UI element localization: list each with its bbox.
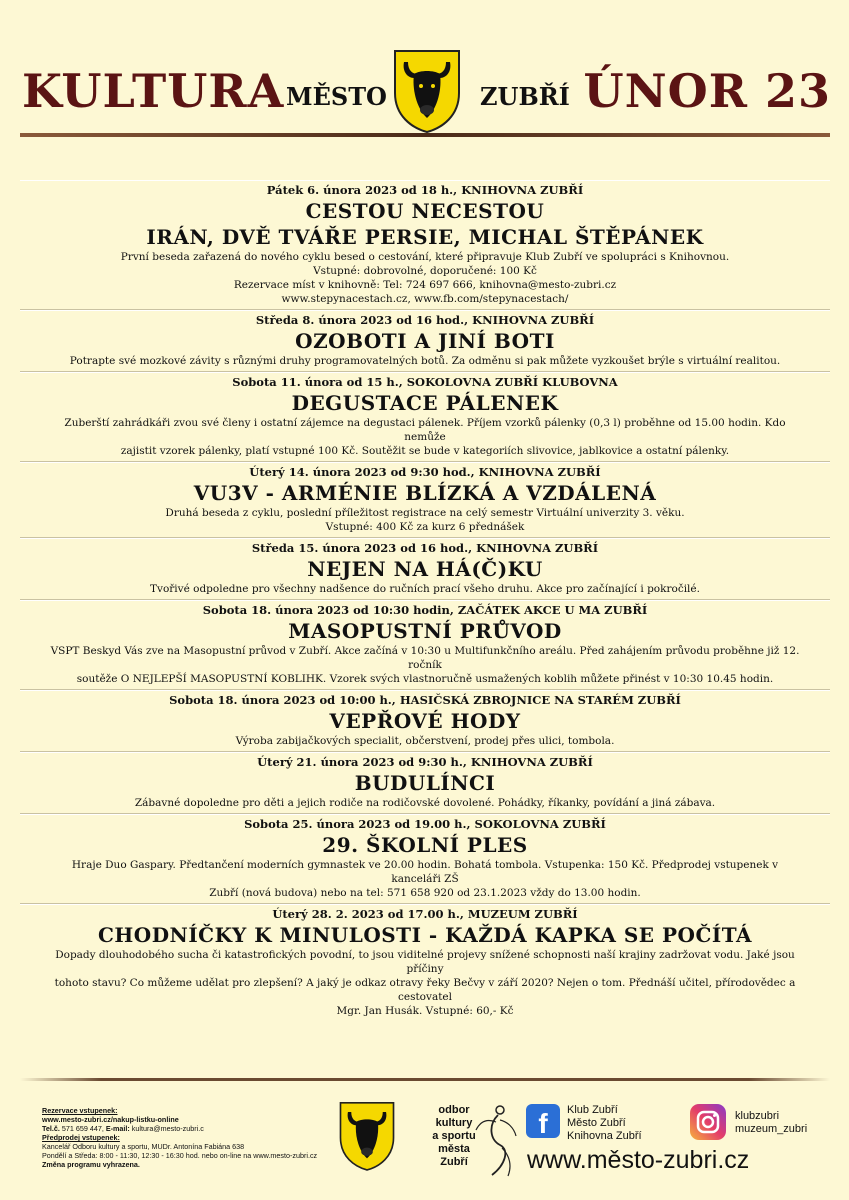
- event-description-line: Vstupné: 400 Kč za kurz 6 přednášek: [325, 521, 525, 533]
- event-description: [20, 354, 830, 368]
- dept-line: Zubří: [440, 1156, 468, 1168]
- event-item: [20, 462, 830, 538]
- instagram-icon[interactable]: [690, 1104, 726, 1140]
- event-description-line: Zuberští zahrádkáři zvou své členy i ostatní zájemce na degustaci pálenek. Příjem vzorků pálenky (0,3 l) proběhne od 15.00 hodin. Kdo nemůže: [64, 417, 786, 443]
- presale-heading: Předprodej vstupenek:: [42, 1133, 120, 1142]
- event-item: [20, 904, 830, 1021]
- event-description-line: zajistit vzorek pálenky, platí vstupné 100 Kč. Soutěžit se bude v kategoriích slivovice, jablkovice a ostatní pálenky.: [120, 445, 730, 457]
- event-description-line: Druhá beseda z cyklu, poslední příležitost registrace na celý semestr Virtuální univerzity 3. věku.: [165, 507, 685, 519]
- event-description: [20, 948, 830, 1018]
- facebook-icon[interactable]: f: [526, 1104, 560, 1138]
- event-date: Sobota 25. února 2023 od 19.00 h., SOKOLOVNA ZUBŘÍ: [244, 817, 606, 831]
- reservations-heading: Rezervace vstupenek:: [42, 1106, 118, 1115]
- presale-hours: Pondělí a Středa: 8:00 - 11:30, 12:30 - 16:30 hod. nebo on-line na www.mesto-zubri.cz: [42, 1151, 318, 1160]
- facebook-account[interactable]: Knihovna Zubří: [567, 1130, 642, 1142]
- event-description: [20, 416, 830, 458]
- event-description: [20, 858, 830, 900]
- event-description-line: Výroba zabijačkových specialit, občerstvení, prodej přes ulici, tombola.: [235, 735, 615, 747]
- event-description-line: První beseda zařazená do nového cyklu besed o cestování, které připravuje Klub Zubří ve spolupráci s Knihovnou.: [120, 251, 730, 263]
- ticket-info: [42, 1106, 342, 1169]
- event-description-line: www.stepynacestach.cz, www.fb.com/stepynacestach/: [281, 293, 569, 305]
- dept-line: kultury: [435, 1117, 473, 1129]
- reservations-url[interactable]: www.mesto-zubri.cz/nakup-listku-online: [42, 1115, 179, 1124]
- event-title: CESTOU NECESTOU: [305, 199, 545, 223]
- event-item: [20, 310, 830, 372]
- event-title: NEJEN NA HÁ(Č)KU: [307, 557, 543, 581]
- event-item: [20, 372, 830, 462]
- event-item: [20, 538, 830, 600]
- event-description-line: Dopady dlouhodobého sucha či katastrofických povodní, to jsou viditelné projevy snížené schopnosti naší krajiny zadržovat vodu. Jaké jsou příčiny: [55, 949, 795, 975]
- event-description-line: Vstupné: dobrovolné, doporučené: 100 Kč: [313, 265, 537, 277]
- facebook-account[interactable]: Město Zubří: [567, 1117, 626, 1129]
- dept-line: odbor: [438, 1104, 470, 1116]
- footer-divider: [20, 1078, 830, 1081]
- page-title-right: ÚNOR 23: [583, 64, 831, 118]
- tel-value: 571 659 447,: [61, 1124, 104, 1133]
- city-crest-icon: [392, 48, 462, 134]
- city-crest-small-icon: [338, 1100, 396, 1172]
- header-divider: [20, 133, 830, 137]
- email-value[interactable]: kultura@mesto-zubri.c: [131, 1124, 204, 1133]
- instagram-accounts: [735, 1110, 807, 1136]
- program-note: Změna programu vyhrazena.: [42, 1160, 140, 1169]
- event-date: Sobota 18. února 2023 od 10:00 h., HASIČSKÁ ZBROJNICE NA STARÉM ZUBŘÍ: [169, 693, 681, 707]
- event-title: IRÁN, DVĚ TVÁŘE PERSIE, MICHAL ŠTĚPÁNEK: [146, 225, 704, 249]
- event-description: [20, 250, 830, 306]
- event-date: Sobota 18. února 2023 od 10:30 hodin, ZAČÁTEK AKCE U MA ZUBŘÍ: [202, 603, 648, 617]
- city-name-left: MĚSTO: [286, 82, 387, 111]
- event-title: DEGUSTACE PÁLENEK: [291, 391, 559, 415]
- event-title: OZOBOTI A JINÍ BOTI: [295, 329, 555, 353]
- event-description-line: Rezervace míst v knihovně: Tel: 724 697 666, knihovna@mesto-zubri.cz: [233, 279, 617, 291]
- event-description: [20, 796, 830, 810]
- event-item: [20, 180, 830, 310]
- header: [0, 0, 849, 140]
- event-list: [20, 180, 830, 1021]
- event-description-line: Potrapte své mozkové závity s různými druhy programovatelných botů. Za odměnu si pak můžete vyzkoušet brýle s virtuální realitou.: [69, 355, 781, 367]
- dancer-icon: [470, 1100, 520, 1180]
- event-description-line: soutěže O NEJLEPŠÍ MASOPUSTNÍ KOBLIHK. Vzorek svých vlastnoručně usmažených koblih můžete přinést v 10:30 10.45 hodin.: [76, 673, 774, 685]
- event-description-line: Zábavné dopoledne pro děti a jejich rodiče na rodičovské dovolené. Pohádky, říkanky, povídání a jiná zábava.: [134, 797, 716, 809]
- instagram-account[interactable]: muzeum_zubri: [735, 1123, 808, 1135]
- dept-line: města: [438, 1143, 470, 1155]
- event-title: 29. ŠKOLNÍ PLES: [322, 833, 528, 857]
- facebook-account[interactable]: Klub Zubří: [567, 1104, 618, 1116]
- event-description-line: Tvořivé odpoledne pro všechny nadšence do ručních prací všeho druhu. Akce pro začínající i pokročilé.: [150, 583, 700, 595]
- event-date: Středa 15. února 2023 od 16 hod., KNIHOVNA ZUBŘÍ: [251, 541, 599, 555]
- event-description-line: Hraje Duo Gaspary. Předtančení moderních gymnastek ve 20.00 hodin. Bohatá tombola. Vstupenka: 150 Kč. Předprodej vstupenek v kanceláři ZŠ: [71, 859, 779, 885]
- event-description-line: Zubří (nová budova) nebo na tel: 571 658 920 od 23.1.2023 vždy do 13.00 hodin.: [209, 887, 641, 899]
- tel-label: Tel.č.: [42, 1124, 60, 1133]
- event-title: BUDULÍNCI: [354, 771, 496, 795]
- event-description-line: tohoto stavu? Co můžeme udělat pro zlepšení? A jaký je odkaz otravy řeky Bečvy v září 2020? Nejen o tom. Přednáší učitel, přírodovědec a cestovatel: [54, 977, 796, 1003]
- event-date: Úterý 14. února 2023 od 9:30 hod., KNIHOVNA ZUBŘÍ: [249, 465, 601, 479]
- event-description: [20, 582, 830, 596]
- event-item: [20, 814, 830, 904]
- event-date: Pátek 6. února 2023 od 18 h., KNIHOVNA ZUBŘÍ: [266, 183, 584, 197]
- event-title: CHODNÍČKY K MINULOSTI - KAŽDÁ KAPKA SE POČÍTÁ: [97, 923, 753, 947]
- event-date: Úterý 28. 2. 2023 od 17.00 h., MUZEUM ZUBŘÍ: [272, 907, 578, 921]
- event-item: [20, 600, 830, 690]
- city-name-right: ZUBŘÍ: [480, 82, 570, 111]
- event-description-line: Mgr. Jan Husák. Vstupné: 60,- Kč: [336, 1005, 514, 1017]
- event-title: VEPŘOVÉ HODY: [329, 709, 521, 733]
- event-description: [20, 734, 830, 748]
- event-description: [20, 506, 830, 534]
- event-description: [20, 644, 830, 686]
- email-label: E-mail:: [105, 1124, 130, 1133]
- dept-line: a sportu: [432, 1130, 476, 1142]
- event-date: Sobota 11. února od 15 h., SOKOLOVNA ZUBŘÍ KLUBOVNA: [232, 375, 618, 389]
- event-item: [20, 752, 830, 814]
- event-description-line: VSPT Beskyd Vás zve na Masopustní průvod v Zubří. Akce začíná v 10:30 u Multifunkčního areálu. Před zahájením průvodu proběhne již 12. ročník: [50, 645, 800, 671]
- instagram-account[interactable]: klubzubri: [735, 1110, 780, 1122]
- facebook-accounts: [567, 1104, 642, 1143]
- event-item: [20, 690, 830, 752]
- event-title: MASOPUSTNÍ PRŮVOD: [288, 619, 562, 643]
- event-date: Úterý 21. února 2023 od 9:30 h., KNIHOVNA ZUBŘÍ: [257, 755, 593, 769]
- page-title-left: KULTURA: [22, 64, 285, 118]
- website-link[interactable]: www.město-zubri.cz: [527, 1146, 750, 1174]
- event-title: VU3V - ARMÉNIE BLÍZKÁ A VZDÁLENÁ: [193, 481, 657, 505]
- presale-place: Kancelář Odboru kultury a sportu, MUDr. Antonína Fabiána 638: [42, 1142, 245, 1151]
- event-date: Středa 8. února 2023 od 16 hod., KNIHOVNA ZUBŘÍ: [255, 313, 595, 327]
